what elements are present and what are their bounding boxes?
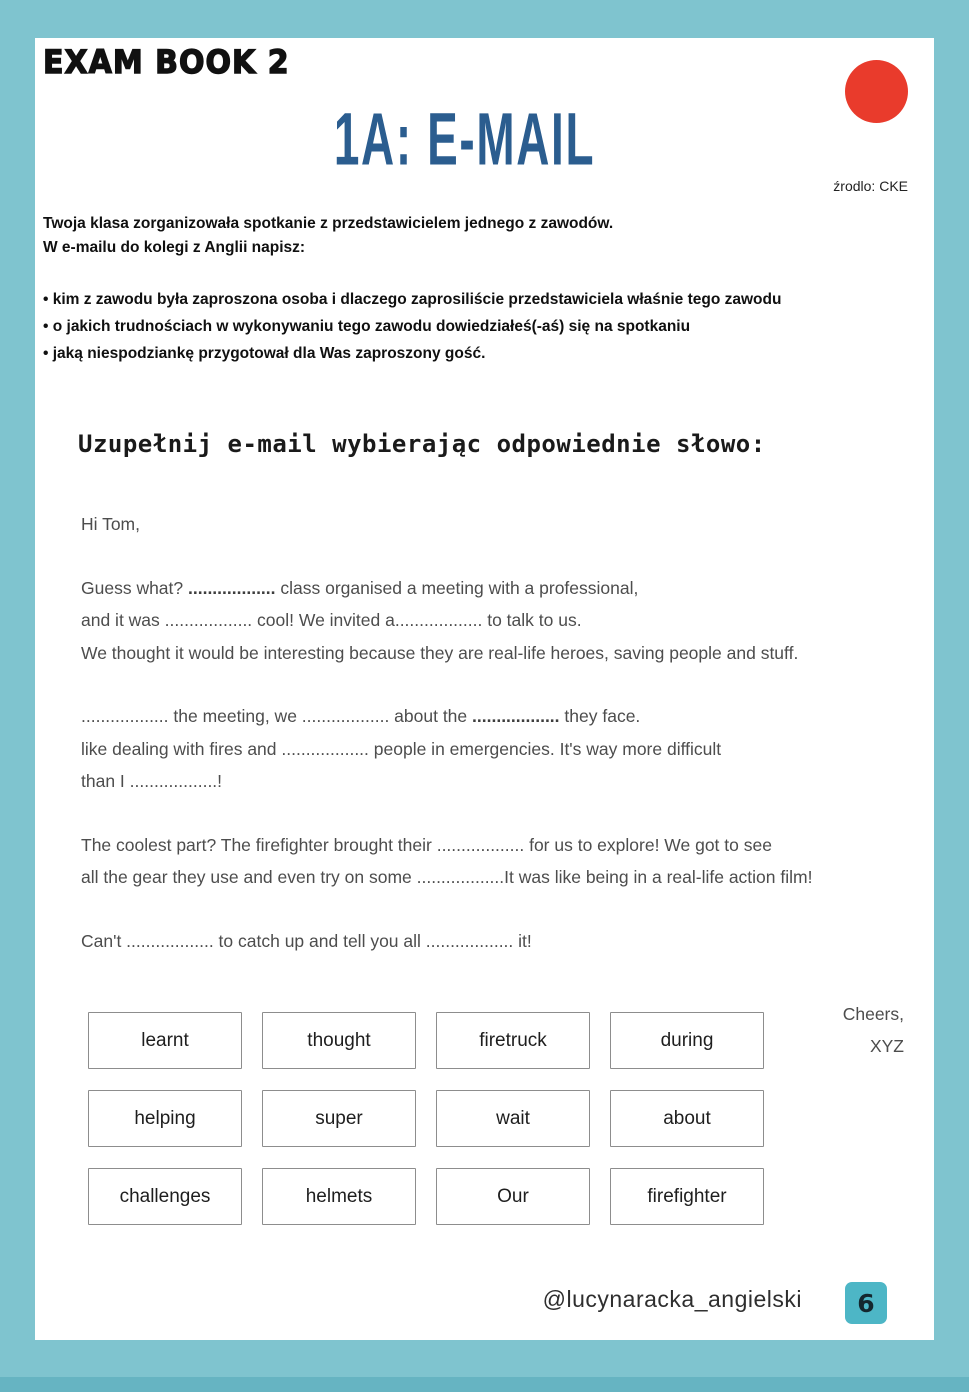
wordbank-word: challenges xyxy=(119,1185,211,1207)
wordbank-word: during xyxy=(660,1029,714,1051)
email-text-segment: Guess what? xyxy=(81,577,188,598)
email-line xyxy=(81,572,921,605)
wordbank-item xyxy=(610,1168,764,1225)
wordbank-word: Our xyxy=(497,1185,529,1207)
book-title: EXAM BOOK 2 xyxy=(43,44,290,82)
exercise-heading: Uzupełnij e-mail wybierając odpowiednie słowo: xyxy=(78,430,766,458)
email-text-segment: class organised a meeting with a professional, xyxy=(275,577,639,598)
wordbank-word: firefighter xyxy=(647,1185,727,1207)
email-text-segment: all the gear they use and even try on some ..................It was like being in a real-life action film! xyxy=(81,867,813,887)
email-text-segment: The coolest part? The firefighter brought their .................. for us to explore! We got to see xyxy=(81,834,772,855)
blank-dots-bold: .................. xyxy=(472,706,560,726)
task-bullet: • o jakich trudnościach w wykonywaniu tego zawodu dowiedziałeś(-aś) się na spotkaniu xyxy=(43,318,691,335)
task-bullet-list xyxy=(43,286,923,367)
task-intro-line-2: W e-mailu do kolegi z Anglii napisz: xyxy=(43,239,306,256)
wordbank-item xyxy=(610,1090,764,1147)
wordbank-item xyxy=(436,1168,590,1225)
email-line xyxy=(81,508,921,541)
wordbank-word: wait xyxy=(496,1107,530,1129)
wordbank-item xyxy=(88,1012,242,1069)
email-body xyxy=(81,508,921,988)
instagram-handle: @lucynaracka_angielski xyxy=(542,1286,802,1312)
email-line xyxy=(81,861,921,894)
wordbank-word: learnt xyxy=(141,1029,189,1051)
wordbank-item xyxy=(436,1012,590,1069)
wordbank-item xyxy=(610,1012,764,1069)
email-line xyxy=(81,604,921,637)
wordbank-item xyxy=(436,1090,590,1147)
task-intro xyxy=(43,212,913,260)
email-signoff xyxy=(843,998,904,1062)
wordbank-grid xyxy=(88,1012,764,1225)
red-circle-decoration xyxy=(845,60,908,123)
task-bullet: • jaką niespodziankę przygotował dla Was zaproszony gość. xyxy=(43,345,486,362)
page-number: 6 xyxy=(857,1288,875,1318)
signoff-cheers: Cheers, xyxy=(842,1004,904,1024)
email-text-segment: than I ..................! xyxy=(81,771,223,791)
wordbank-word: firetruck xyxy=(479,1029,547,1051)
page-title: 1A: E-MAIL xyxy=(333,97,596,181)
wordbank-word: helping xyxy=(134,1107,196,1129)
wordbank-item xyxy=(88,1168,242,1225)
email-line xyxy=(81,637,921,670)
email-line xyxy=(81,765,921,798)
task-bullet: • kim z zawodu była zaproszona osoba i dlaczego zaprosiliście przedstawiciela właśnie tego zawodu xyxy=(43,291,782,308)
email-paragraph xyxy=(81,925,921,958)
wordbank-item xyxy=(88,1090,242,1147)
signoff-name: XYZ xyxy=(869,1036,904,1056)
email-paragraph xyxy=(81,508,921,541)
email-paragraph xyxy=(81,572,921,670)
worksheet-page xyxy=(35,38,934,1340)
source-note: źrodlo: CKE xyxy=(833,178,908,194)
wordbank-item xyxy=(262,1090,416,1147)
email-text-segment: .................. the meeting, we .................. about the xyxy=(81,706,473,726)
wordbank-word: super xyxy=(315,1107,363,1129)
wordbank-word: thought xyxy=(307,1029,371,1051)
email-text-segment: Can't .................. to catch up and tell you all .................. it! xyxy=(81,930,532,951)
email-paragraph xyxy=(81,829,921,894)
wordbank-item xyxy=(262,1168,416,1225)
wordbank-word: about xyxy=(663,1107,711,1129)
email-line xyxy=(81,925,921,958)
page-number-badge xyxy=(845,1282,887,1324)
email-text-segment: We thought it would be interesting because they are real-life heroes, saving people and stuff. xyxy=(81,642,799,663)
email-text-segment: and it was .................. cool! We invited a.................. to talk to us. xyxy=(81,610,582,630)
email-line xyxy=(81,829,921,862)
email-paragraph xyxy=(81,700,921,798)
email-text-segment: Hi Tom, xyxy=(81,514,140,534)
wordbank-item xyxy=(262,1012,416,1069)
email-text-segment: they face. xyxy=(559,706,641,726)
email-text-segment: like dealing with fires and .................. people in emergencies. It's way more difficult xyxy=(81,738,722,759)
wordbank-word: helmets xyxy=(305,1185,373,1207)
blank-dots-bold: .................. xyxy=(188,577,276,598)
email-line xyxy=(81,700,921,733)
task-intro-line-1: Twoja klasa zorganizowała spotkanie z przedstawicielem jednego z zawodów. xyxy=(43,215,614,232)
email-line xyxy=(81,733,921,766)
bottom-strip-decoration xyxy=(0,1377,969,1392)
